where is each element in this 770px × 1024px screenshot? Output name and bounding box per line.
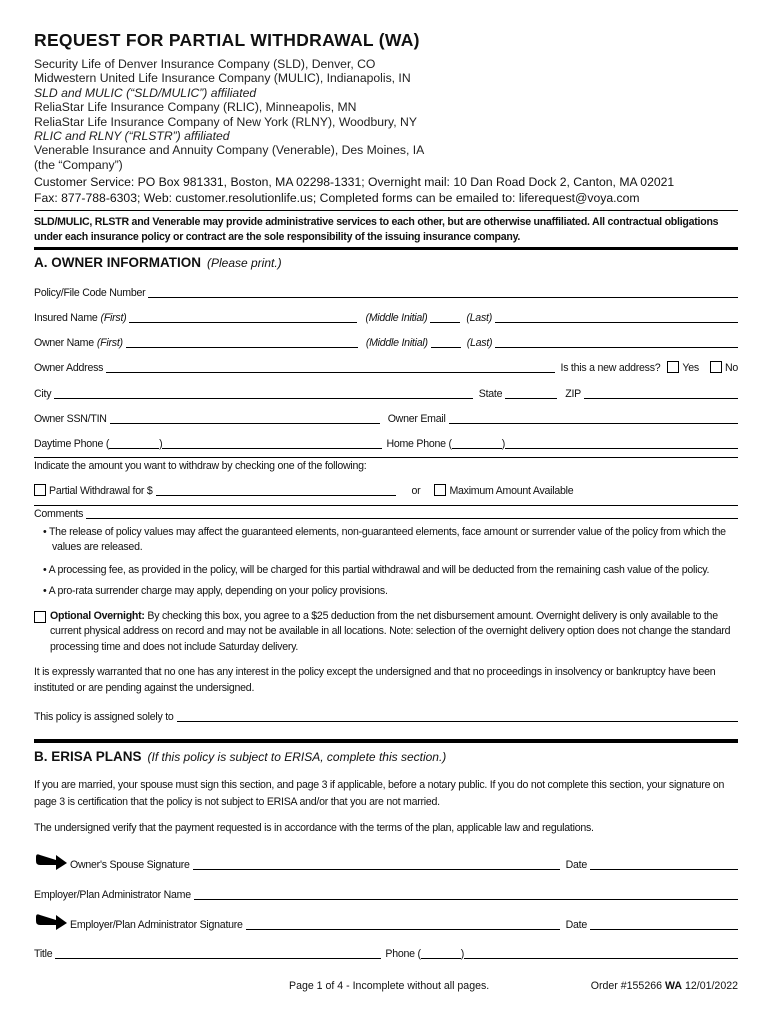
owner-name-label: Owner Name — [34, 337, 94, 350]
new-address-no-checkbox[interactable] — [710, 361, 722, 373]
email-field[interactable] — [449, 413, 738, 424]
overnight-description: By checking this box, you agree to a $25 deduction from the net disbursement amount. Overnight delivery is only available to the current physical address on record and may not be available in all locations. Note: selection of the overnight delivery option does not change the standard processing time and does not include Saturday delivery. — [50, 609, 731, 653]
maximum-amount-label: Maximum Amount Available — [449, 484, 574, 497]
order-prefix: Order #155266 — [590, 980, 665, 992]
assignment-label: This policy is assigned solely to — [34, 711, 174, 724]
withdrawal-option-row — [34, 475, 738, 497]
first-label: (First) — [100, 311, 127, 324]
title-phone-row — [34, 931, 738, 960]
new-address-yes-checkbox[interactable] — [667, 361, 679, 373]
phone-area-code-field[interactable] — [421, 948, 461, 959]
state-label: State — [478, 387, 503, 400]
order-state: WA — [664, 980, 683, 992]
comments-field[interactable] — [86, 508, 738, 519]
section-a-title — [34, 255, 738, 273]
policy-number-field[interactable] — [148, 287, 738, 298]
city-field[interactable] — [54, 388, 473, 399]
home-phone-field[interactable] — [505, 438, 738, 449]
owner-name-row — [34, 324, 738, 349]
contact-info — [34, 175, 738, 206]
owner-middle-initial-field[interactable] — [431, 337, 461, 348]
divider — [34, 210, 738, 211]
or-label: or — [411, 484, 421, 497]
zip-label: ZIP — [565, 387, 581, 400]
insured-first-name-field[interactable] — [129, 312, 357, 323]
ssn-field[interactable] — [110, 413, 380, 424]
form-title: REQUEST FOR PARTIAL WITHDRAWAL (WA) — [34, 30, 420, 50]
comments-row — [34, 506, 738, 520]
sign-here-arrow-icon — [34, 911, 68, 931]
warranty-statement: It is expressly warranted that no one has any interest in the policy except the undersigned and that no proceedings in insolvency or bankruptcy have been instituted or are pending against the undersigned. — [34, 666, 716, 694]
divider — [34, 457, 738, 458]
owner-address-field[interactable] — [106, 362, 554, 373]
zip-field[interactable] — [584, 388, 738, 399]
notice-item: • A processing fee, as provided in the policy, will be charged for this partial withdrawal and will be deducted from the remaining cash value of the policy. — [43, 563, 710, 576]
page-footer — [34, 980, 738, 994]
city-label: City — [34, 387, 52, 400]
spouse-signature-label: Owner's Spouse Signature — [70, 858, 190, 871]
owner-first-name-field[interactable] — [126, 337, 358, 348]
overnight-heading: Optional Overnight: — [50, 609, 145, 622]
phone-label: Phone ( — [385, 947, 421, 960]
daytime-phone-field[interactable] — [162, 438, 382, 449]
policy-number-row — [34, 273, 738, 298]
erisa-spouse-instructions: If you are married, your spouse must sign this section, and page 3 if applicable, before a notary public. If you do not complete this section, your signature on page 3 is certification that the policy is not subject to ERISA and/or that you are not married. — [34, 779, 725, 809]
admin-name-field[interactable] — [194, 889, 738, 900]
first-label: (First) — [96, 337, 123, 350]
maximum-amount-checkbox[interactable] — [434, 484, 446, 496]
company-line: Venerable Insurance and Annuity Company (Venerable), Des Moines, IA — [34, 143, 425, 158]
ssn-label: Owner SSN/TIN — [34, 413, 107, 426]
middle-initial-label: (Middle Initial) — [365, 311, 428, 324]
spouse-signature-field[interactable] — [193, 859, 560, 870]
assignee-field[interactable] — [177, 711, 738, 722]
date-label: Date — [565, 858, 587, 871]
overnight-option — [34, 609, 738, 656]
spouse-signature-row — [34, 837, 738, 871]
notice-list — [43, 525, 738, 600]
email-label: Owner Email — [387, 413, 446, 426]
city-row — [34, 374, 738, 399]
section-divider — [34, 247, 738, 250]
company-line: ReliaStar Life Insurance Company of New York (RLNY), Woodbury, NY — [34, 114, 417, 129]
ssn-email-row — [34, 400, 738, 425]
section-a-subtitle: (Please print.) — [206, 256, 282, 271]
new-address-question: Is this a new address? — [560, 362, 661, 375]
insured-middle-initial-field[interactable] — [430, 312, 460, 323]
title-field[interactable] — [55, 948, 381, 959]
home-phone-label: Home Phone ( — [386, 438, 452, 451]
admin-name-label: Employer/Plan Administrator Name — [34, 888, 191, 901]
company-line: Security Life of Denver Insurance Company (SLD), Denver, CO — [34, 57, 376, 71]
form-page — [34, 30, 738, 960]
insured-name-label: Insured Name — [34, 311, 98, 324]
middle-initial-label: (Middle Initial) — [365, 337, 428, 350]
title-label: Title — [34, 947, 53, 960]
admin-date-field[interactable] — [590, 919, 738, 930]
overnight-text — [50, 609, 738, 656]
daytime-area-code-field[interactable] — [109, 438, 159, 449]
phone-row — [34, 425, 738, 450]
no-label: No — [724, 362, 738, 375]
partial-withdrawal-checkbox[interactable] — [34, 484, 46, 496]
order-number — [591, 980, 738, 992]
owner-address-row — [34, 349, 738, 374]
admin-signature-row — [34, 901, 738, 931]
notice-item: • The release of policy values may affect the guaranteed elements, non-guaranteed elements, face amount or surrender value of the policy from which the values are released. — [43, 525, 726, 554]
affiliation-note: SLD and MULIC (“SLD/MULIC”) affiliated — [34, 85, 257, 100]
paren-close: ) — [460, 947, 465, 960]
disclaimer: SLD/MULIC, RLSTR and Venerable may provide administrative services to each other, but are otherwise unaffiliated. All contractual obligations under each insurance policy or contract are the sole responsibility of the issuing insurance company. — [34, 216, 719, 243]
state-field[interactable] — [505, 388, 557, 399]
company-line: Midwestern United Life Insurance Company (MULIC), Indianapolis, IN — [34, 71, 411, 86]
withdraw-instruction: Indicate the amount you want to withdraw by checking one of the following: — [34, 460, 367, 473]
paren-close: ) — [501, 438, 506, 451]
fax-web-line: Fax: 877-788-6303; Web: customer.resolutionlife.us; Completed forms can be emailed to: liferequest@voya.com — [34, 190, 640, 205]
last-label: (Last) — [466, 311, 492, 324]
company-list — [34, 57, 738, 172]
owner-last-name-field[interactable] — [495, 337, 738, 348]
daytime-phone-label: Daytime Phone ( — [34, 438, 110, 451]
order-date: 12/01/2022 — [682, 980, 738, 992]
last-label: (Last) — [466, 337, 493, 350]
section-b-heading: B. ERISA PLANS — [34, 749, 142, 765]
company-line: ReliaStar Life Insurance Company (RLIC), Minneapolis, MN — [34, 100, 357, 115]
admin-signature-label: Employer/Plan Administrator Signature — [70, 918, 243, 931]
phone-field[interactable] — [464, 948, 738, 959]
overnight-checkbox[interactable] — [34, 611, 46, 623]
section-divider — [34, 739, 738, 743]
home-area-code-field[interactable] — [452, 438, 502, 449]
customer-service-line: Customer Service: PO Box 981331, Boston, MA 02298-1331; Overnight mail: 10 Dan Road Dock 2, Canton, MA 02021 — [34, 175, 675, 190]
spouse-date-field[interactable] — [590, 859, 738, 870]
company-line: (the “Company”) — [34, 157, 123, 172]
yes-label: Yes — [682, 362, 699, 375]
date-label: Date — [565, 918, 587, 931]
section-a-heading: A. OWNER INFORMATION — [34, 255, 201, 271]
partial-amount-field[interactable] — [156, 485, 396, 496]
paren-close: ) — [159, 438, 163, 451]
owner-address-label: Owner Address — [34, 362, 104, 375]
section-b-subtitle: (If this policy is subject to ERISA, complete this section.) — [147, 750, 447, 765]
affiliation-note: RLIC and RLNY (“RLSTR”) affiliated — [34, 129, 230, 144]
policy-number-label: Policy/File Code Number — [34, 286, 146, 299]
insured-last-name-field[interactable] — [495, 312, 738, 323]
section-b-title — [34, 749, 738, 767]
partial-withdrawal-label: Partial Withdrawal for $ — [49, 484, 153, 497]
erisa-verification: The undersigned verify that the payment requested is in accordance with the terms of the plan, applicable law and regulations. — [34, 822, 594, 835]
assignment-row — [34, 696, 738, 723]
sign-here-arrow-icon — [34, 851, 68, 871]
insured-name-row — [34, 299, 738, 324]
notice-item: • A pro-rata surrender charge may apply, depending on your policy provisions. — [43, 585, 388, 598]
admin-name-row — [34, 871, 738, 901]
admin-signature-field[interactable] — [246, 919, 560, 930]
page-number: Page 1 of 4 - Incomplete without all pages. — [289, 980, 490, 992]
comments-label: Comments — [34, 507, 84, 520]
